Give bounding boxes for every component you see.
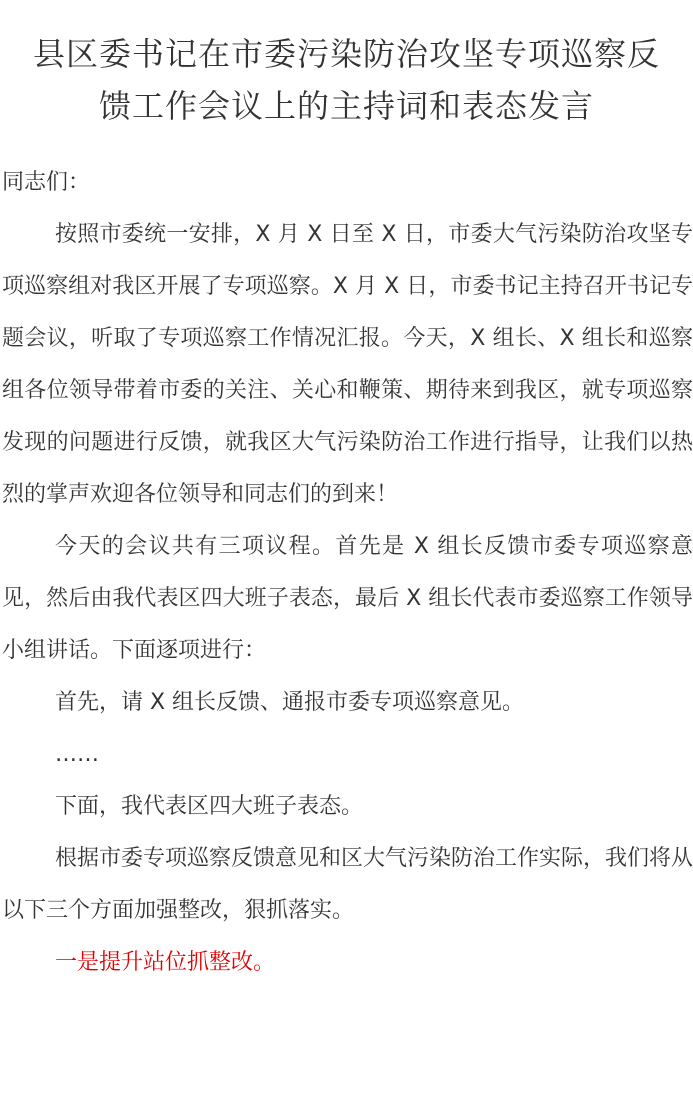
paragraph-rectification: 根据市委专项巡察反馈意见和区大气污染防治工作实际，我们将从以下三个方面加强整改，狠抓落实。 bbox=[2, 846, 693, 923]
document-title bbox=[0, 0, 693, 132]
title-line-2: 馈工作会议上的主持词和表态发言 bbox=[98, 87, 594, 125]
paragraph-point-one: 一是提升站位抓整改。 bbox=[55, 950, 276, 975]
paragraph-statement-intro: 下面，我代表区四大班子表态。 bbox=[55, 794, 364, 819]
paragraph-ellipsis: …… bbox=[55, 742, 99, 767]
paragraph-opening: 按照市委统一安排，X 月 X 日至 X 日，市委大气污染防治攻坚专项巡察组对我区开展了专项巡察。X 月 X 日，市委书记主持召开书记专题会议，听取了专项巡察工作情况汇报。今天，X 组长、X 组长和巡察组各位领导带着市委的关注、关心和鞭策、期待来到我区，就专项巡察发现的问题进行反馈，就我区大气污染防治工作进行指导，让我们以热烈的掌声欢迎各位领导和同志们的到来！ bbox=[2, 222, 693, 507]
title-line-1: 县区委书记在市委污染防治攻坚专项巡察反 bbox=[32, 35, 660, 73]
paragraph-agenda: 今天的会议共有三项议程。首先是 X 组长反馈市委专项巡察意见，然后由我代表区四大班子表态，最后 X 组长代表市委巡察工作领导小组讲话。下面逐项进行： bbox=[2, 534, 693, 663]
document-body bbox=[0, 157, 693, 989]
salutation: 同志们： bbox=[2, 170, 91, 195]
paragraph-first-item: 首先，请 X 组长反馈、通报市委专项巡察意见。 bbox=[55, 690, 525, 715]
